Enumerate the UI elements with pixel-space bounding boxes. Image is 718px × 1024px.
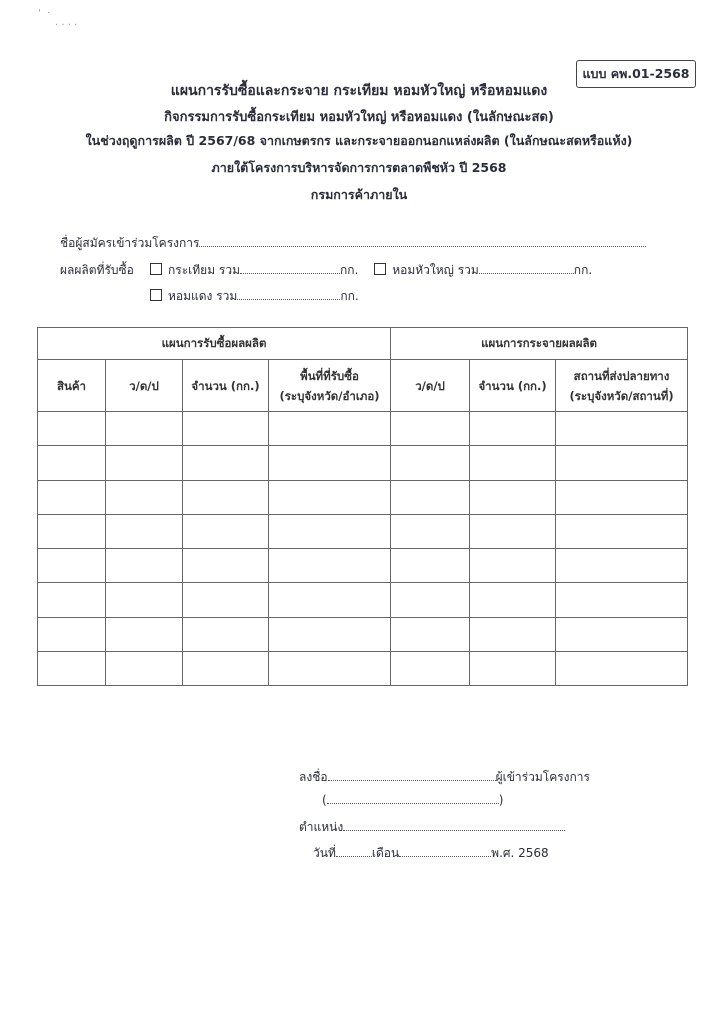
scan-speck: · · · · (55, 20, 78, 31)
table-row (38, 652, 688, 686)
garlic-amount-field[interactable] (240, 262, 340, 274)
signature-field[interactable] (328, 769, 496, 781)
table-row (38, 549, 688, 583)
table-cell[interactable] (391, 583, 470, 617)
table-row (38, 446, 688, 480)
table-cell[interactable] (38, 652, 106, 686)
table-cell[interactable] (38, 412, 106, 446)
col-destination-header (556, 360, 688, 412)
table-cell[interactable] (183, 446, 269, 480)
garlic-unit: กก. (340, 263, 359, 277)
table-cell[interactable] (269, 480, 391, 514)
col-distribution-qty-header: จำนวน (กก.) (470, 360, 556, 412)
onion-label: หอมหัวใหญ่ รวม (392, 263, 479, 277)
form-title: แผนการรับซื้อและกระจาย กระเทียม หอมหัวใหญ่ หรือหอมแดง (170, 83, 548, 99)
col-distribution-date-header: ว/ด/ป (391, 360, 470, 412)
table-cell[interactable] (38, 446, 106, 480)
table-cell[interactable] (38, 583, 106, 617)
position-field[interactable] (343, 819, 565, 831)
col-purchase-area-header (269, 360, 391, 412)
table-cell[interactable] (391, 412, 470, 446)
garlic-checkbox[interactable] (150, 263, 162, 275)
paren-open: ( (322, 793, 327, 807)
table-cell[interactable] (106, 412, 183, 446)
position-row (299, 818, 565, 837)
table-cell[interactable] (391, 617, 470, 651)
col-product-header: สินค้า (38, 360, 106, 412)
table-cell[interactable] (556, 514, 688, 548)
table-cell[interactable] (106, 480, 183, 514)
table-cell[interactable] (391, 549, 470, 583)
table-cell[interactable] (183, 480, 269, 514)
table-cell[interactable] (556, 549, 688, 583)
col-purchase-date-header: ว/ด/ป (106, 360, 183, 412)
scan-speck: ' · (38, 8, 51, 19)
table-cell[interactable] (470, 514, 556, 548)
shallot-checkbox[interactable] (150, 289, 162, 301)
table-cell[interactable] (269, 549, 391, 583)
table-cell[interactable] (38, 549, 106, 583)
col-dest-line2: (ระบุจังหวัด/สถานที่) (569, 388, 674, 403)
table-cell[interactable] (269, 583, 391, 617)
table-cell[interactable] (470, 446, 556, 480)
table-cell[interactable] (391, 514, 470, 548)
table-cell[interactable] (106, 652, 183, 686)
col-purchase-qty-header: จำนวน (กก.) (183, 360, 269, 412)
garlic-label: กระเทียม รวม (168, 263, 241, 277)
col-area-line1: พื้นที่ที่รับซื้อ (300, 368, 359, 383)
signature-row (299, 768, 590, 787)
position-label: ตำแหน่ง (299, 820, 344, 834)
table-cell[interactable] (470, 480, 556, 514)
table-cell[interactable] (269, 412, 391, 446)
table-cell[interactable] (556, 652, 688, 686)
date-row (313, 844, 549, 863)
table-cell[interactable] (183, 549, 269, 583)
table-cell[interactable] (391, 652, 470, 686)
table-cell[interactable] (269, 652, 391, 686)
table-cell[interactable] (269, 446, 391, 480)
table-cell[interactable] (106, 583, 183, 617)
table-cell[interactable] (470, 412, 556, 446)
plan-table (37, 327, 688, 686)
day-field[interactable] (336, 845, 372, 857)
table-cell[interactable] (183, 617, 269, 651)
table-row (38, 514, 688, 548)
form-code-badge: แบบ คพ.01-2568 (576, 60, 696, 88)
table-row (38, 480, 688, 514)
day-label: วันที่ (313, 846, 336, 860)
table-cell[interactable] (106, 514, 183, 548)
table-column-header-row (38, 360, 688, 412)
col-area-line2: (ระบุจังหวัด/อำเภอ) (279, 388, 380, 403)
shallot-unit: กก. (340, 289, 359, 303)
form-subtitle-project: ภายใต้โครงการบริหารจัดการการตลาดพืชหัว ปี 2568 (211, 160, 507, 175)
onion-amount-field[interactable] (479, 262, 574, 274)
sign-label: ลงชื่อ (299, 770, 328, 784)
table-row (38, 583, 688, 617)
onion-unit: กก. (573, 263, 593, 277)
table-cell[interactable] (470, 549, 556, 583)
table-cell[interactable] (391, 480, 470, 514)
applicant-label: ชื่อผู้สมัครเข้าร่วมโครงการ (60, 236, 200, 250)
shallot-label: หอมแดง รวม (168, 289, 238, 303)
form-subtitle-department: กรมการค้าภายใน (310, 187, 408, 202)
paren-close: ) (498, 793, 504, 807)
printed-name-field[interactable] (327, 792, 499, 804)
table-cell[interactable] (269, 617, 391, 651)
table-cell[interactable] (470, 652, 556, 686)
table-cell[interactable] (391, 446, 470, 480)
applicant-name-field[interactable] (199, 235, 646, 247)
form-subtitle-activity: กิจกรรมการรับซื้อกระเทียม หอมหัวใหญ่ หรือหอมแดง (ในลักษณะสด) (164, 110, 554, 125)
table-cell[interactable] (556, 480, 688, 514)
month-label: เดือน (371, 846, 400, 860)
year-label: พ.ศ. 2568 (491, 846, 549, 860)
table-cell[interactable] (38, 617, 106, 651)
month-field[interactable] (399, 845, 491, 857)
table-body (38, 412, 688, 686)
table-cell[interactable] (106, 549, 183, 583)
table-cell[interactable] (183, 412, 269, 446)
table-cell[interactable] (106, 617, 183, 651)
applicant-row (60, 234, 646, 253)
table-cell[interactable] (269, 514, 391, 548)
table-row (38, 617, 688, 651)
table-cell[interactable] (556, 446, 688, 480)
table-cell[interactable] (556, 412, 688, 446)
table-cell[interactable] (38, 480, 106, 514)
products-label: ผลผลิตที่รับซื้อ (60, 263, 134, 277)
table-cell[interactable] (38, 514, 106, 548)
table-cell[interactable] (556, 583, 688, 617)
shallot-amount-field[interactable] (237, 288, 340, 300)
table-cell[interactable] (556, 617, 688, 651)
col-dest-line1: สถานที่ส่งปลายทาง (573, 368, 670, 383)
participant-label: ผู้เข้าร่วมโครงการ (495, 770, 590, 784)
printed-name-row (322, 792, 503, 807)
table-cell[interactable] (183, 514, 269, 548)
table-group-header-row (38, 328, 688, 360)
form-subtitle-season: ในช่วงฤดูการผลิต ปี 2567/68 จากเกษตรกร และกระจายออกนอกแหล่งผลิต (ในลักษณะสดหรือแห้ง) (85, 133, 633, 148)
purchase-plan-header: แผนการรับซื้อผลผลิต (38, 328, 391, 360)
table-cell[interactable] (470, 583, 556, 617)
distribution-plan-header: แผนการกระจายผลผลิต (391, 328, 688, 360)
table-cell[interactable] (183, 652, 269, 686)
products-row-2 (150, 287, 359, 306)
table-cell[interactable] (183, 583, 269, 617)
products-row-1 (60, 261, 592, 280)
table-cell[interactable] (470, 617, 556, 651)
table-row (38, 412, 688, 446)
table-cell[interactable] (106, 446, 183, 480)
onion-checkbox[interactable] (374, 263, 386, 275)
